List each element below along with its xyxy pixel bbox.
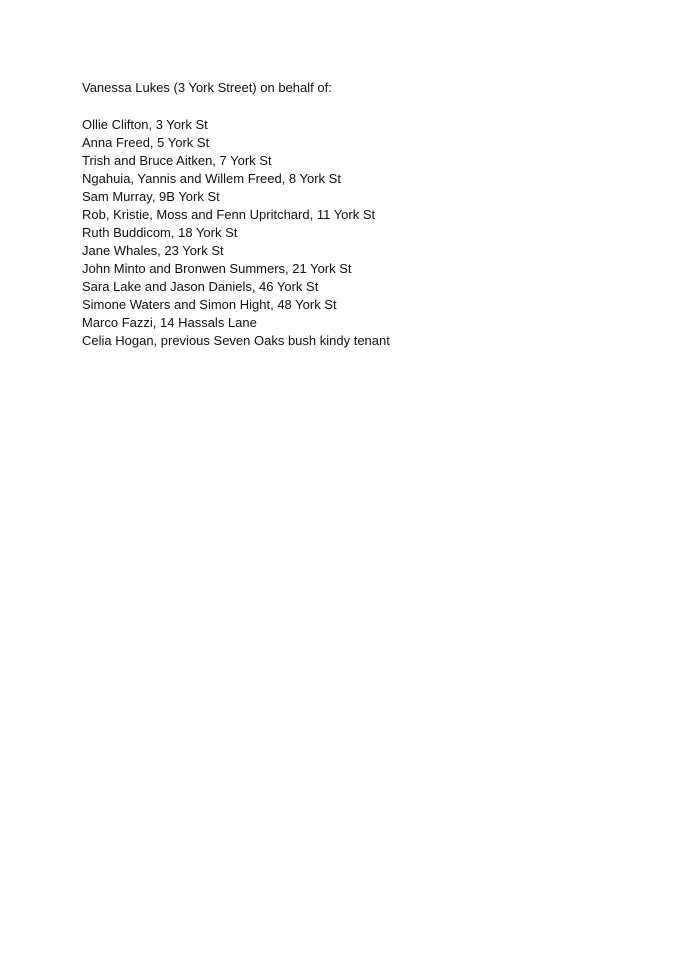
- signatory-item: Celia Hogan, previous Seven Oaks bush kindy tenant: [82, 333, 390, 348]
- signatory-item: Simone Waters and Simon Hight, 48 York St: [82, 297, 337, 312]
- signatory-item: Sam Murray, 9B York St: [82, 189, 220, 204]
- submitter-line: Vanessa Lukes (3 York Street) on behalf of:: [82, 80, 332, 95]
- signatory-item: Anna Freed, 5 York St: [82, 135, 210, 150]
- signatory-item: Trish and Bruce Aitken, 7 York St: [82, 153, 272, 168]
- signatory-item: Ngahuia, Yannis and Willem Freed, 8 York St: [82, 171, 341, 186]
- signatory-item: Sara Lake and Jason Daniels, 46 York St: [82, 279, 319, 294]
- signatory-list: [82, 116, 642, 350]
- document-body: [82, 79, 642, 350]
- signatory-item: Ollie Clifton, 3 York St: [82, 117, 208, 132]
- signatory-item: Ruth Buddicom, 18 York St: [82, 225, 238, 240]
- signatory-item: Marco Fazzi, 14 Hassals Lane: [82, 315, 257, 330]
- signatory-item: John Minto and Bronwen Summers, 21 York St: [82, 261, 352, 276]
- signatory-item: Rob, Kristie, Moss and Fenn Upritchard, 11 York St: [82, 207, 376, 222]
- signatory-item: Jane Whales, 23 York St: [82, 243, 224, 258]
